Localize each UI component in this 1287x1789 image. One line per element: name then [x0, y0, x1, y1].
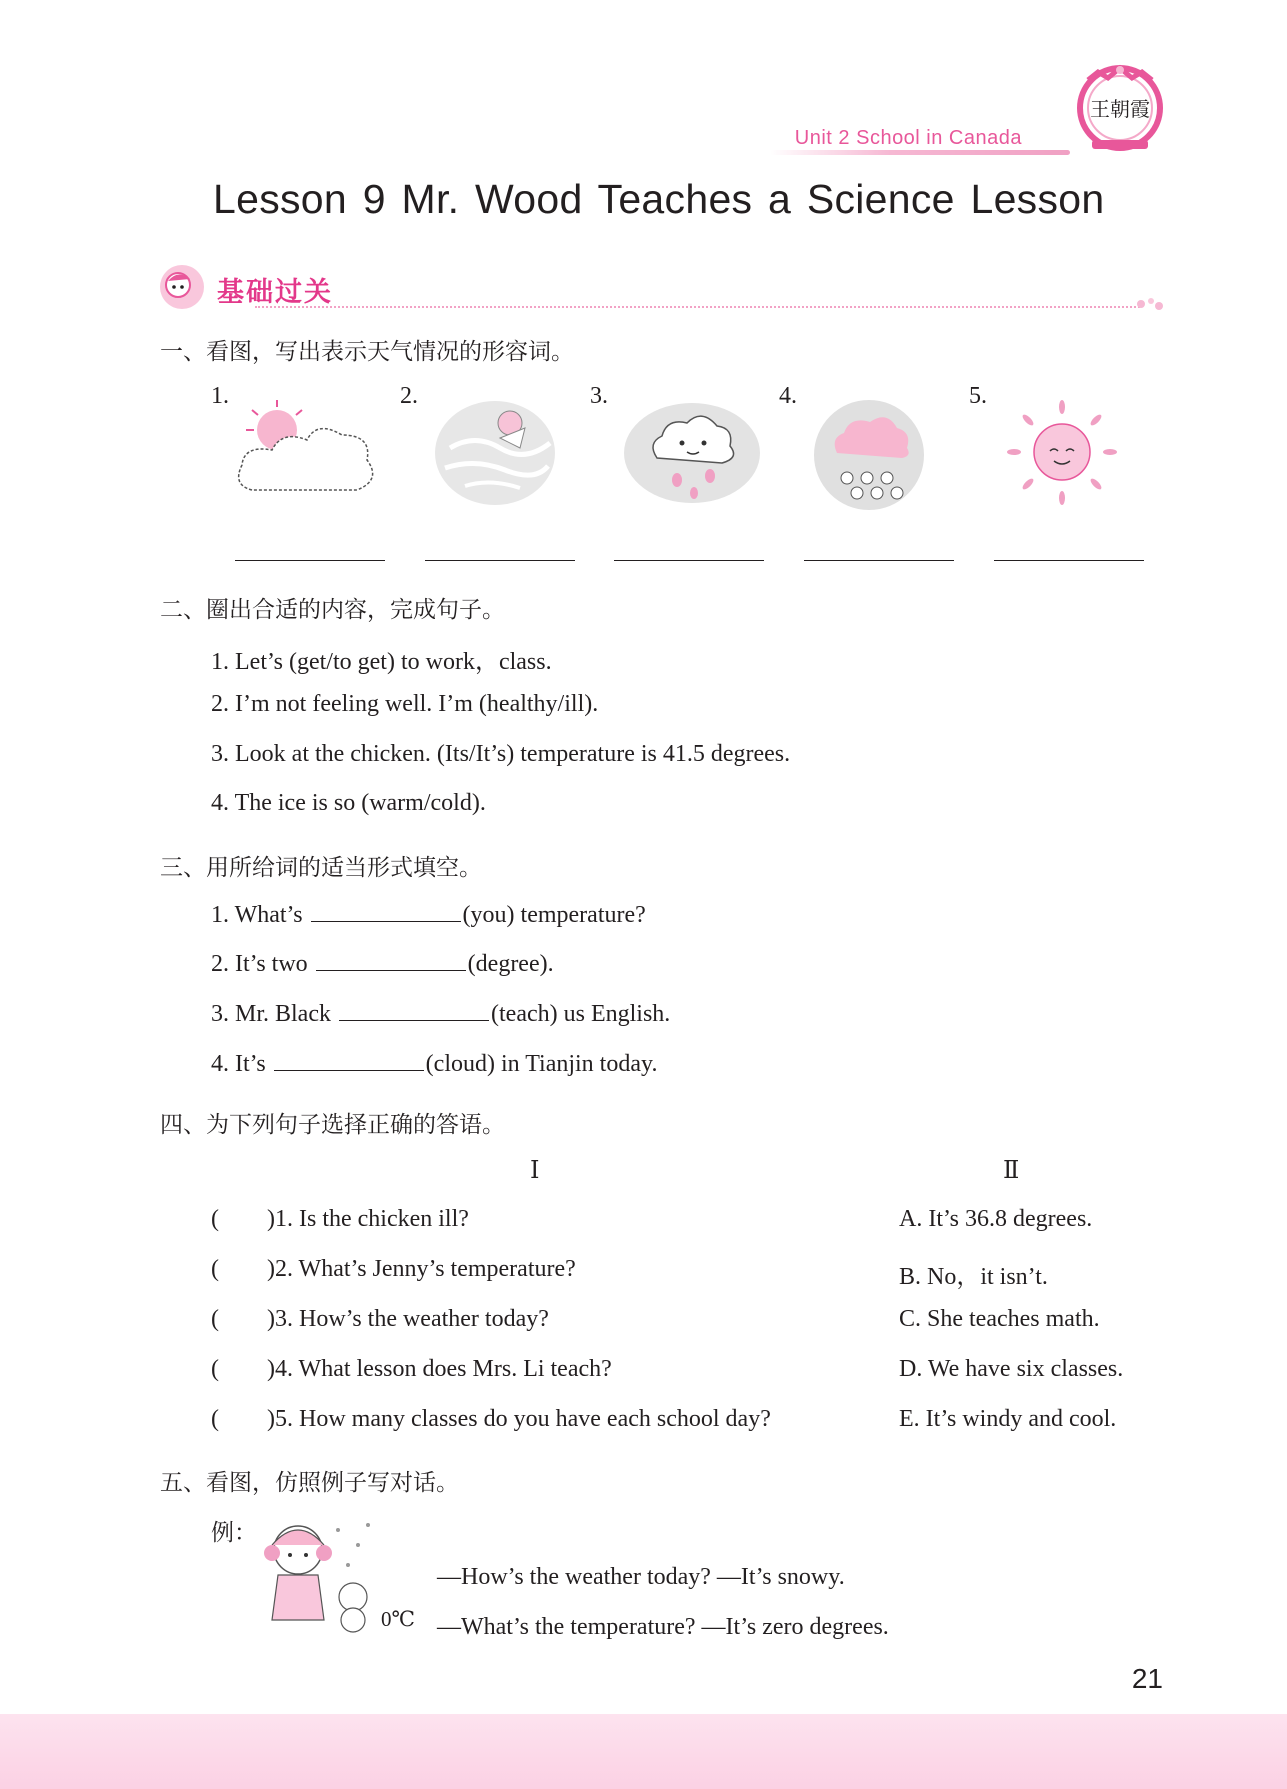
q3-item-1-after: (you) temperature?	[462, 902, 646, 928]
logo-text: 王朝霞	[1090, 97, 1150, 121]
q3-blank-2[interactable]	[316, 948, 466, 971]
section-title: 基础过关	[217, 277, 333, 308]
unit-header: Unit 2 School in Canada	[794, 127, 1022, 149]
q1-answer-line-5[interactable]	[994, 560, 1144, 561]
q4-question-2[interactable]: ( )2. What’s Jenny’s temperature?	[211, 1256, 576, 1282]
q3-item-4	[211, 1048, 657, 1078]
q3-item-3	[211, 998, 670, 1028]
q3-item-3-before: 3. Mr. Black	[211, 1001, 331, 1027]
lesson-title: Lesson 9 Mr. Wood Teaches a Science Lesson	[213, 176, 1105, 222]
q3-item-3-after: (teach) us English.	[491, 1001, 671, 1027]
q4-title: 四、为下列句子选择正确的答语。	[160, 1112, 505, 1138]
q1-answer-line-4[interactable]	[804, 560, 954, 561]
q3-item-4-before: 4. It’s	[211, 1051, 266, 1077]
q3-blank-3[interactable]	[339, 998, 489, 1021]
cloudy-icon	[232, 395, 382, 515]
q4-answer-e: E. It’s windy and cool.	[899, 1406, 1117, 1432]
q4-column-1-header: Ⅰ	[530, 1158, 540, 1184]
q1-number-1: 1.	[211, 383, 229, 409]
q4-column-2-header: Ⅱ	[1003, 1158, 1020, 1184]
q1-number-4: 4.	[779, 383, 797, 409]
q1-number-5: 5.	[969, 383, 987, 409]
q2-title: 二、圈出合适的内容，完成句子。	[160, 597, 505, 623]
q2-item-3: 3. Look at the chicken. (Its/It’s) temperature is 41.5 degrees.	[211, 741, 791, 767]
q1-title: 一、看图，写出表示天气情况的形容词。	[160, 339, 574, 365]
q4-answer-b: B. No，it isn’t.	[899, 1264, 1048, 1290]
q1-number-3: 3.	[590, 383, 608, 409]
snowy-icon	[812, 398, 927, 518]
footer-band	[0, 1714, 1287, 1789]
q3-blank-1[interactable]	[311, 899, 461, 922]
q4-question-3[interactable]: ( )3. How’s the weather today?	[211, 1306, 549, 1332]
section-icon	[158, 263, 206, 311]
q3-item-2-after: (degree).	[467, 951, 554, 977]
divider-dots-icon	[1135, 294, 1165, 319]
q5-dialogue-line-1: —How’s the weather today? —It’s snowy.	[437, 1564, 845, 1590]
sunny-icon	[1000, 395, 1125, 515]
q3-item-2-before: 2. It’s two	[211, 951, 308, 977]
q5-dialogue-line-2: —What’s the temperature? —It’s zero degrees.	[437, 1614, 889, 1640]
q3-item-1-before: 1. What’s	[211, 902, 303, 928]
q3-title: 三、用所给词的适当形式填空。	[160, 855, 482, 881]
snow-girl-illustration	[258, 1515, 383, 1640]
q3-item-1	[211, 899, 646, 929]
q3-item-4-after: (cloud) in Tianjin today.	[425, 1051, 658, 1077]
page-number: 21	[1131, 1663, 1163, 1694]
header-underline	[770, 150, 1070, 155]
q3-blank-4[interactable]	[274, 1048, 424, 1071]
q1-number-2: 2.	[400, 383, 418, 409]
q4-answer-c: C. She teaches math.	[899, 1306, 1100, 1332]
q2-item-2: 2. I’m not feeling well. I’m (healthy/ill).	[211, 691, 599, 717]
q4-answer-a: A. It’s 36.8 degrees.	[899, 1206, 1093, 1232]
q1-answer-line-1[interactable]	[235, 560, 385, 561]
q2-item-1: 1. Let’s (get/to get) to work，class.	[211, 649, 552, 675]
publisher-logo	[1070, 58, 1170, 158]
q5-example-label: 例：	[211, 1520, 257, 1546]
rainy-icon	[622, 398, 762, 518]
q4-question-4[interactable]: ( )4. What lesson does Mrs. Li teach?	[211, 1356, 612, 1382]
q2-item-4: 4. The ice is so (warm/cold).	[211, 790, 486, 816]
section-divider	[255, 306, 1140, 308]
q1-answer-line-2[interactable]	[425, 560, 575, 561]
q4-answer-d: D. We have six classes.	[899, 1356, 1124, 1382]
windy-icon	[430, 398, 560, 513]
q4-question-1[interactable]: ( )1. Is the chicken ill?	[211, 1206, 469, 1232]
q5-title: 五、看图，仿照例子写对话。	[160, 1470, 459, 1496]
q3-item-2	[211, 948, 554, 978]
q1-answer-line-3[interactable]	[614, 560, 764, 561]
q4-question-5[interactable]: ( )5. How many classes do you have each school day?	[211, 1406, 771, 1432]
q5-temperature-label: 0℃	[381, 1607, 415, 1631]
